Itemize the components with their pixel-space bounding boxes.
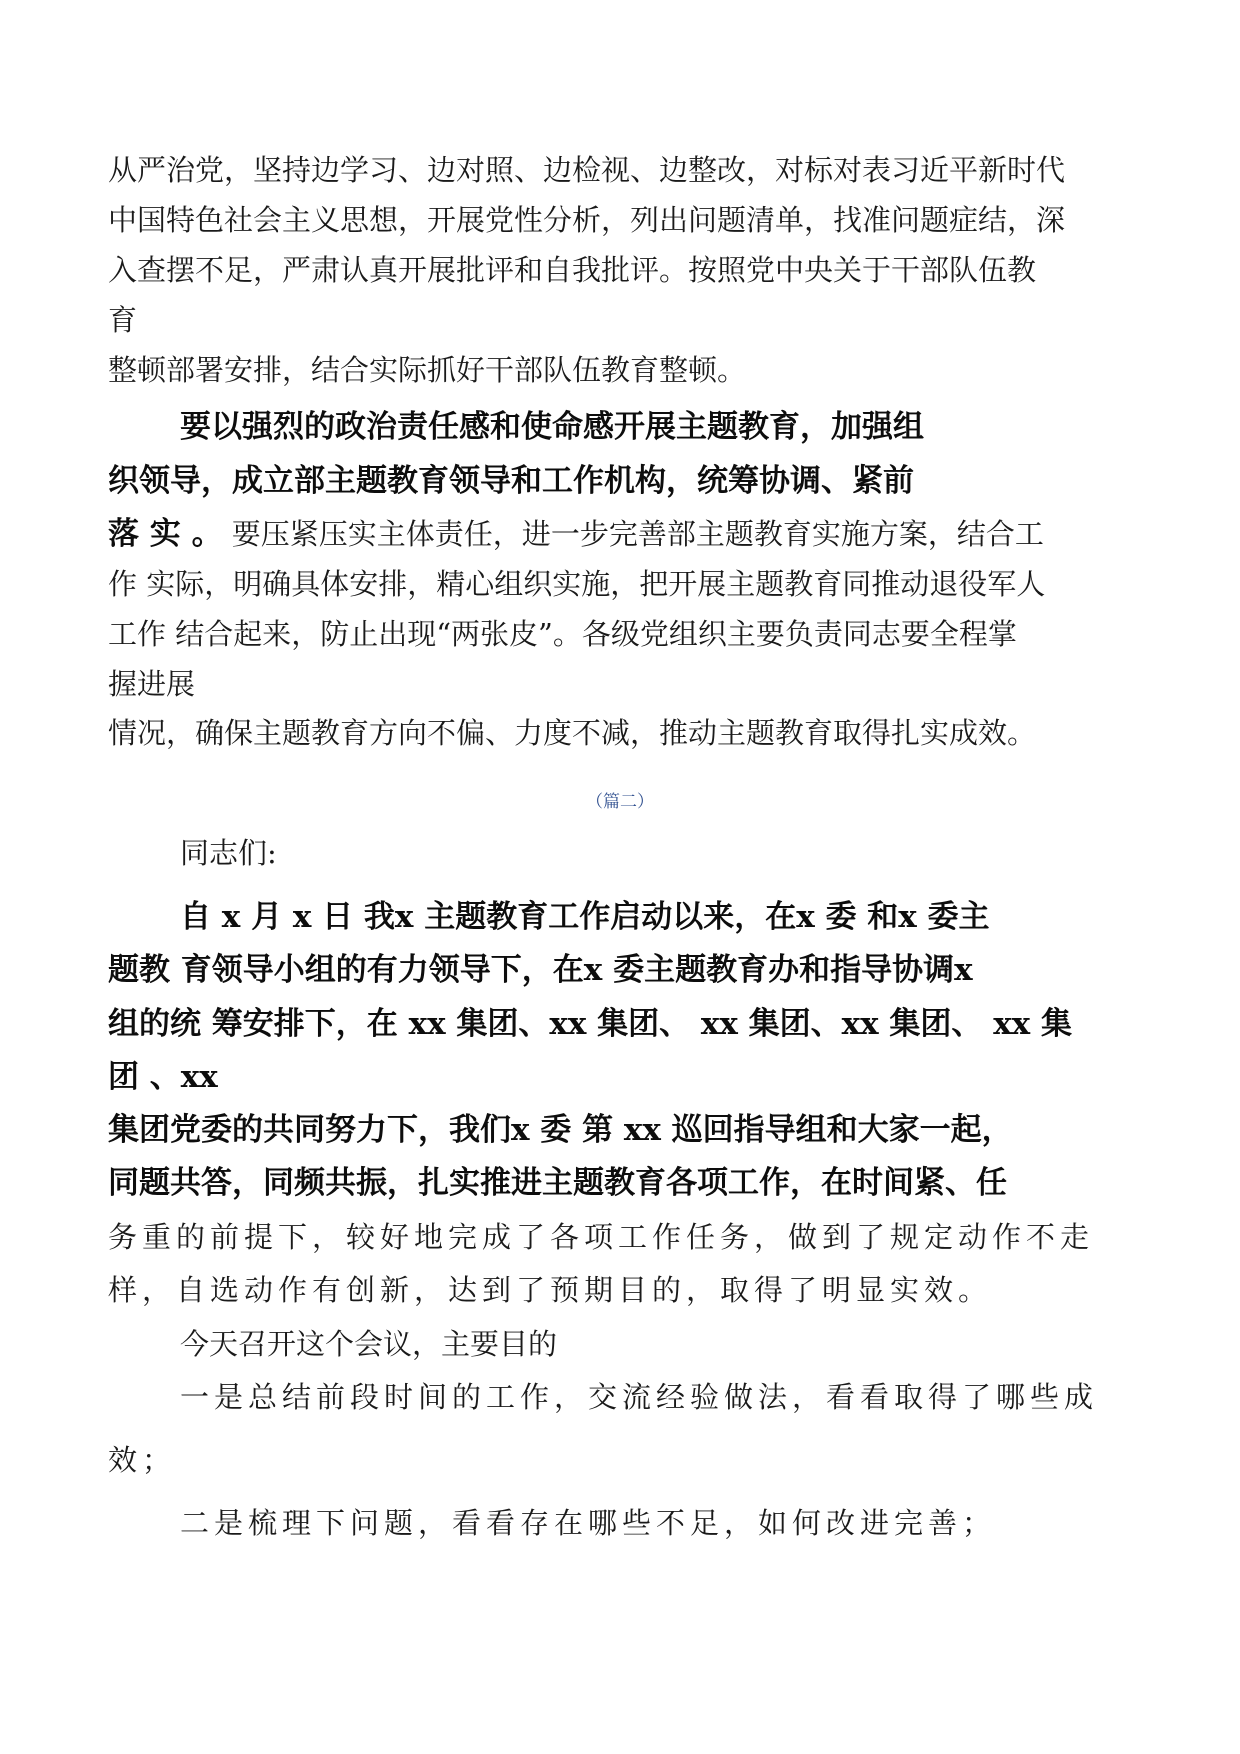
- salutation: 同志们:: [180, 836, 277, 870]
- text-line: 务重的前提下，较好地完成了各项工作任务，做到了规定动作不走: [108, 1220, 1095, 1254]
- section-heading: （篇二）: [586, 792, 654, 812]
- bold-paragraph-line: 集团党委的共同努力下，我们x 委 第 xx 巡回指导组和大家一起，: [108, 1112, 1013, 1148]
- text-line: 今天召开这个会议，主要目的: [180, 1327, 558, 1361]
- text-line: 效；: [108, 1443, 177, 1477]
- text-line: 工作 结合起来，防止出现“两张皮”。各级党组织主要负责同志要全程掌: [108, 617, 1017, 651]
- bold-heading-line: 要以强烈的政治责任感和使命感开展主题教育，加强组: [180, 409, 924, 445]
- bold-paragraph-line: 团 、xx: [108, 1059, 218, 1095]
- text-line: 情况，确保主题教育方向不偏、力度不减，推动主题教育取得扎实成效。: [108, 716, 1037, 750]
- bold-lead: 落 实 。: [108, 516, 223, 552]
- bold-paragraph-line: 自 x 月 x 日 我x 主题教育工作启动以来，在x 委 和x 委主: [180, 899, 990, 935]
- bold-paragraph-line: 题教 育领导小组的有力领导下，在x 委主题教育办和指导协调x: [108, 952, 973, 988]
- text-line: 整顿部署安排，结合实际抓好干部队伍教育整顿。: [108, 353, 747, 387]
- text-line: 育: [108, 303, 138, 337]
- bold-heading-line: 织领导，成立部主题教育领导和工作机构，统筹协调、紧前: [108, 463, 914, 499]
- text-line: 一是总结前段时间的工作，交流经验做法，看看取得了哪些成: [180, 1380, 1099, 1414]
- text-segment: 要压紧压实主体责任，进一步完善部主题教育实施方案，结合工: [222, 517, 1044, 551]
- text-line: 中国特色社会主义思想，开展党性分析，列出问题清单，找准问题症结，深: [108, 203, 1066, 237]
- text-line: 作 实际，明确具体安排，精心组织实施，把开展主题教育同推动退役军人: [108, 567, 1046, 601]
- text-line: 二是梳理下问题，看看存在哪些不足，如何改进完善；: [180, 1506, 997, 1540]
- bold-paragraph-line: 组的统 筹安排下，在 xx 集团、xx 集团、 xx 集团、xx 集团、 xx 集: [108, 1006, 1072, 1042]
- bold-paragraph-line: 同题共答，同频共振，扎实推进主题教育各项工作，在时间紧、任: [108, 1165, 1007, 1201]
- text-line: [108, 514, 1138, 554]
- text-line: 入查摆不足，严肃认真开展批评和自我批评。按照党中央关于干部队伍教: [108, 253, 1037, 287]
- text-line: 从严治党，坚持边学习、边对照、边检视、边整改，对标对表习近平新时代: [108, 153, 1066, 187]
- text-line: 样，自选动作有创新，达到了预期目的，取得了明显实效。: [108, 1273, 993, 1307]
- text-line: 握进展: [108, 667, 196, 701]
